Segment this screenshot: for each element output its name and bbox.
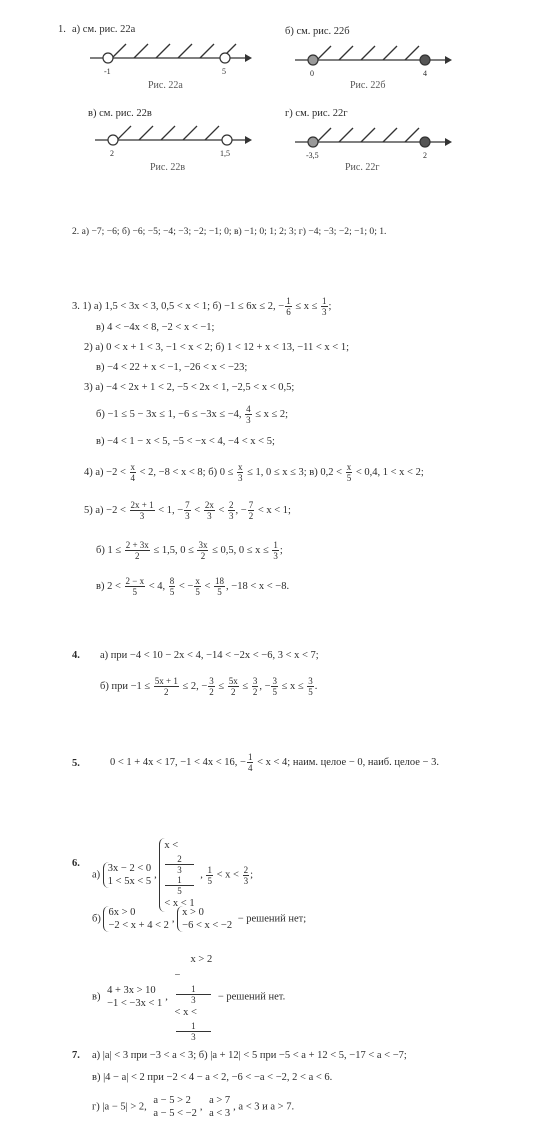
- p6b: б) 6x > 0 −2 < x + 4 < 2 , x > 0 −6 < x < −2 − решений нет;: [92, 907, 307, 931]
- p6-num: 6.: [72, 858, 80, 869]
- fig-22v-right-label: 1,5: [220, 149, 230, 158]
- p3-line11: в) 2 < $\frac{2 - x}{5}$ < 4, $\frac{8}{5}$ < − $\frac{x}{5}$ < $\frac{18}{5}$ , −18 < x < −8.: [96, 576, 290, 597]
- frac-1-6: $\frac{1}{6}$: [286, 296, 291, 317]
- p3-line3: 2) а) 0 < x + 1 < 3, −1 < x < 2; б) 1 < 12 + x < 13, −11 < x < 1;: [84, 342, 349, 353]
- p5-line: 0 < 1 + 4x < 17, −1 < 4x < 16, − $\frac{1}{4}$ < x < 4; наим. целое − 0, наиб. целое − 3.: [110, 752, 439, 773]
- system-6b-2: x > 0 −6 < x < −2: [177, 906, 232, 932]
- fig-22v-left-label: 2: [110, 149, 114, 158]
- number-line-22v: [95, 122, 255, 152]
- number-line-22g: [295, 124, 455, 154]
- number-line-22b: [295, 42, 455, 72]
- fig-22b-title: б) см. рис. 22б: [285, 26, 350, 37]
- p3-line10: б) 1 ≤ $\frac{2 + 3x}{2}$ ≤ 1,5, 0 ≤ $\frac{3x}{2}$ ≤ 0,5, 0 ≤ x ≤ $\frac{1}{3}$ ;: [96, 540, 283, 561]
- fig-22a-right-label: 5: [222, 67, 226, 76]
- fig-22v-caption: Рис. 22в: [150, 162, 186, 173]
- fig-22a-caption: Рис. 22а: [148, 80, 183, 91]
- system-6b-1: 6x > 0 −2 < x + 4 < 2: [103, 906, 168, 932]
- system-6v-2: x > 2 − 1 3 < x < 1 3: [174, 954, 213, 1042]
- p7-num: 7.: [72, 1050, 80, 1061]
- fig-22g-right-label: 2: [423, 151, 427, 160]
- system-7g-1: a − 5 > 2 a − 5 < −2: [153, 1095, 197, 1119]
- p7-line3: г) |a − 5| > 2, a − 5 > 2 a − 5 < −2 , a > 7 a < 3 , a < 3 и a > 7.: [92, 1095, 295, 1119]
- frac-1-3: $\frac{1}{3}$: [322, 296, 327, 317]
- system-7g-2: a > 7 a < 3: [209, 1095, 231, 1119]
- fig-22b-left-label: 0: [310, 69, 314, 78]
- p5-num: 5.: [72, 758, 80, 769]
- fig-22v-title: в) см. рис. 22в: [88, 108, 152, 119]
- p3-line4: в) −4 < 22 + x < −1, −26 < x < −23;: [96, 362, 248, 373]
- system-6a-2: x < 2 3 1 5 < x < 1: [159, 838, 194, 912]
- system-6a-1: 3x − 2 < 0 1 < 5x < 5: [103, 862, 151, 888]
- p4-num: 4.: [72, 650, 80, 661]
- fig-22g-caption: Рис. 22г: [345, 162, 380, 173]
- p3-line9: 5) а) −2 < $\frac{2x + 1}{3}$ < 1, − $\frac{7}{3}$ < $\frac{2x}{3}$ < $\frac{2}{3}$ , − $\frac{7}{2}$ < x < 1;: [84, 500, 291, 521]
- p3-line8: 4) а) −2 < $\frac{x}{4}$ < 2, −8 < x < 8; б) 0 ≤ $\frac{x}{3}$ ≤ 1, 0 ≤ x ≤ 3; в) 0,2 < $\frac{x}{5}$ < 0,4, 1 < x < 2;: [84, 462, 424, 483]
- fig-22g-left-label: -3,5: [306, 151, 319, 160]
- p4-line2: б) при −1 ≤ $\frac{5x + 1}{2}$ ≤ 2, − $\frac{3}{2}$ ≤ $\frac{5x}{2}$ ≤ $\frac{3}{2}$ , − $\frac{3}{5}$ ≤ x ≤ $\frac{3}{5}$ .: [100, 676, 318, 697]
- number-line-22a: [90, 40, 250, 70]
- p7-line2: в) |4 − a| < 2 при −2 < 4 − a < 2, −6 < −a < −2, 2 < a < 6.: [92, 1072, 333, 1083]
- p1-num: 1.: [58, 24, 66, 35]
- p6a: а) 3x − 2 < 0 1 < 5x < 5 , x < 2 3 1 5 < x < 1 , $\frac{1}{5}$ < x < $\frac{2}{3}$ ;: [92, 838, 253, 912]
- fig-22a-left-label: -1: [104, 67, 111, 76]
- p3-line1: 3. 1) а) 1,5 < 3x < 3, 0,5 < x < 1; б) −1 ≤ 6x ≤ 2, − $\frac{1}{6}$ ≤ x ≤ $\frac{1}{3}$ ;: [72, 296, 332, 317]
- fig-22a-title: а) см. рис. 22а: [72, 24, 136, 35]
- fig-22g-title: г) см. рис. 22г: [285, 108, 348, 119]
- fig-22b-right-label: 4: [423, 69, 427, 78]
- p6v: в) 4 + 3x > 10 −1 < −3x < 1 , x > 2 − 1 3 < x < 1 3 − решений нет.: [92, 954, 286, 1042]
- p3-line6: б) −1 ≤ 5 − 3x ≤ 1, −6 ≤ −3x ≤ −4, $\frac{4}{3}$ ≤ x ≤ 2;: [96, 404, 289, 425]
- p3-line2: в) 4 < −4x < 8, −2 < x < −1;: [96, 322, 215, 333]
- p3-line5: 3) а) −4 < 2x + 1 < 2, −5 < 2x < 1, −2,5 < x < 0,5;: [84, 382, 295, 393]
- p2-text: 2. а) −7; −6; б) −6; −5; −4; −3; −2; −1; 0; в) −1; 0; 1; 2; 3; г) −4; −3; −2; −1; 0; 1.: [72, 226, 387, 237]
- p3-line7: в) −4 < 1 − x < 5, −5 < −x < 4, −4 < x < 5;: [96, 436, 275, 447]
- fig-22b-caption: Рис. 22б: [350, 80, 386, 91]
- p4-line1: а) при −4 < 10 − 2x < 4, −14 < −2x < −6, 3 < x < 7;: [100, 650, 319, 661]
- p7-line1: а) |a| < 3 при −3 < a < 3; б) |a + 12| < 5 при −5 < a + 12 < 5, −17 < a < −7;: [92, 1050, 407, 1061]
- system-6v-1: 4 + 3x > 10 −1 < −3x < 1: [107, 985, 163, 1009]
